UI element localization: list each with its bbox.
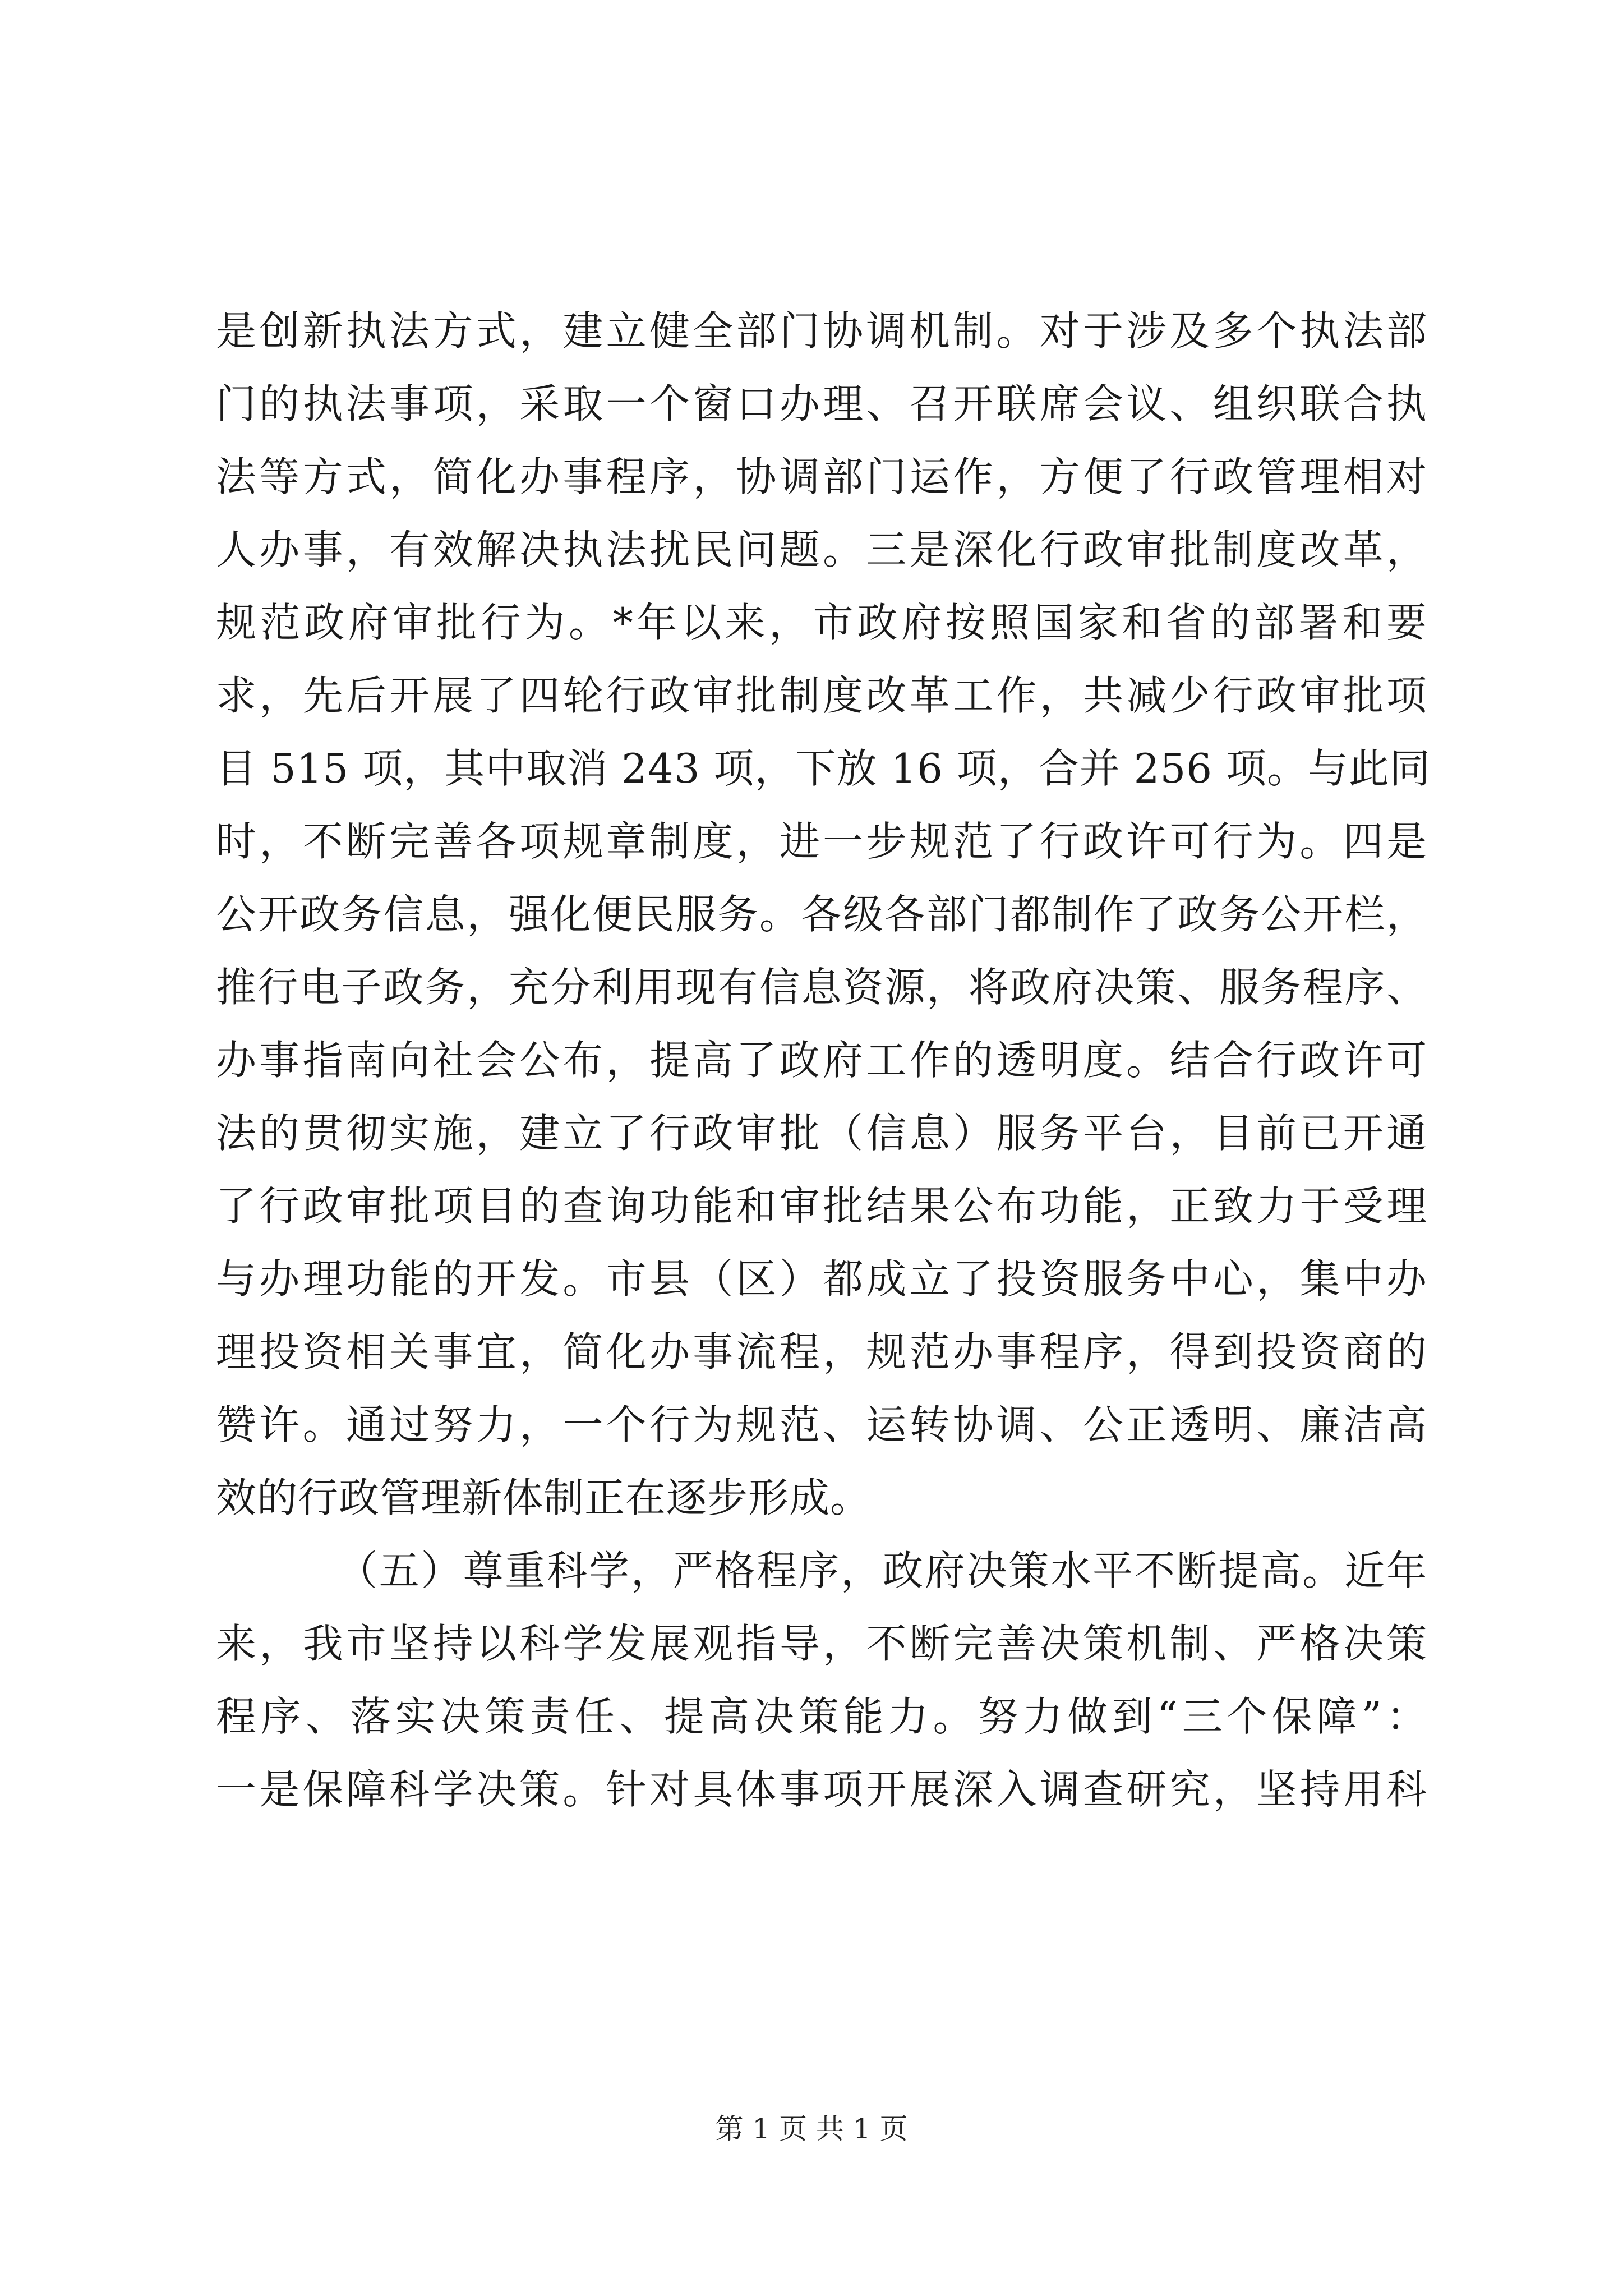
text-line: 公开政务信息，强化便民服务。各级各部门都制作了政务公开栏，: [216, 891, 1427, 938]
text-line: 理投资相关事宜，简化办事流程，规范办事程序，得到投资商的: [216, 1328, 1427, 1375]
text-line: 来，我市坚持以科学发展观指导，不断完善决策机制、严格决策: [216, 1620, 1427, 1667]
text-line: 时，不断完善各项规章制度，进一步规范了行政许可行为。四是: [216, 818, 1427, 865]
text-line: 一是保障科学决策。针对具体事项开展深入调查研究，坚持用科: [216, 1766, 1427, 1813]
text-line: 求，先后开展了四轮行政审批制度改革工作，共减少行政审批项: [216, 672, 1427, 719]
section-heading-line: （五）尊重科学，严格程序，政府决策水平不断提高。近年: [337, 1547, 1427, 1594]
text-line: 赞许。通过努力，一个行为规范、运转协调、公正透明、廉洁高: [216, 1401, 1427, 1448]
text-line: 了行政审批项目的查询功能和审批结果公布功能，正致力于受理: [216, 1182, 1427, 1230]
text-line: 推行电子政务，充分利用现有信息资源，将政府决策、服务程序、: [216, 964, 1427, 1011]
text-line: 是创新执法方式，建立健全部门协调机制。对于涉及多个执法部: [216, 307, 1427, 355]
text-line: 人办事，有效解决执法扰民问题。三是深化行政审批制度改革，: [216, 526, 1427, 573]
text-line: 规范政府审批行为。*年以来，市政府按照国家和省的部署和要: [216, 599, 1427, 646]
text-line: 办事指南向社会公布，提高了政府工作的透明度。结合行政许可: [216, 1037, 1427, 1084]
body-text: [216, 295, 1431, 1826]
text-line: 目 515 项，其中取消 243 项，下放 16 项，合并 256 项。与此同: [216, 745, 1431, 792]
text-line: 效的行政管理新体制正在逐步形成。: [216, 1474, 872, 1521]
page-number-footer: 第 1 页 共 1 页: [715, 2113, 908, 2145]
text-line: 与办理功能的开发。市县（区）都成立了投资服务中心，集中办: [216, 1255, 1427, 1303]
text-line: 法等方式，简化办事程序，协调部门运作，方便了行政管理相对: [216, 453, 1427, 500]
text-line: 程序、落实决策责任、提高决策能力。努力做到“三个保障”：: [216, 1693, 1427, 1740]
text-line: 法的贯彻实施，建立了行政审批（信息）服务平台，目前已开通: [216, 1110, 1427, 1157]
text-line: 门的执法事项，采取一个窗口办理、召开联席会议、组织联合执: [216, 380, 1427, 427]
